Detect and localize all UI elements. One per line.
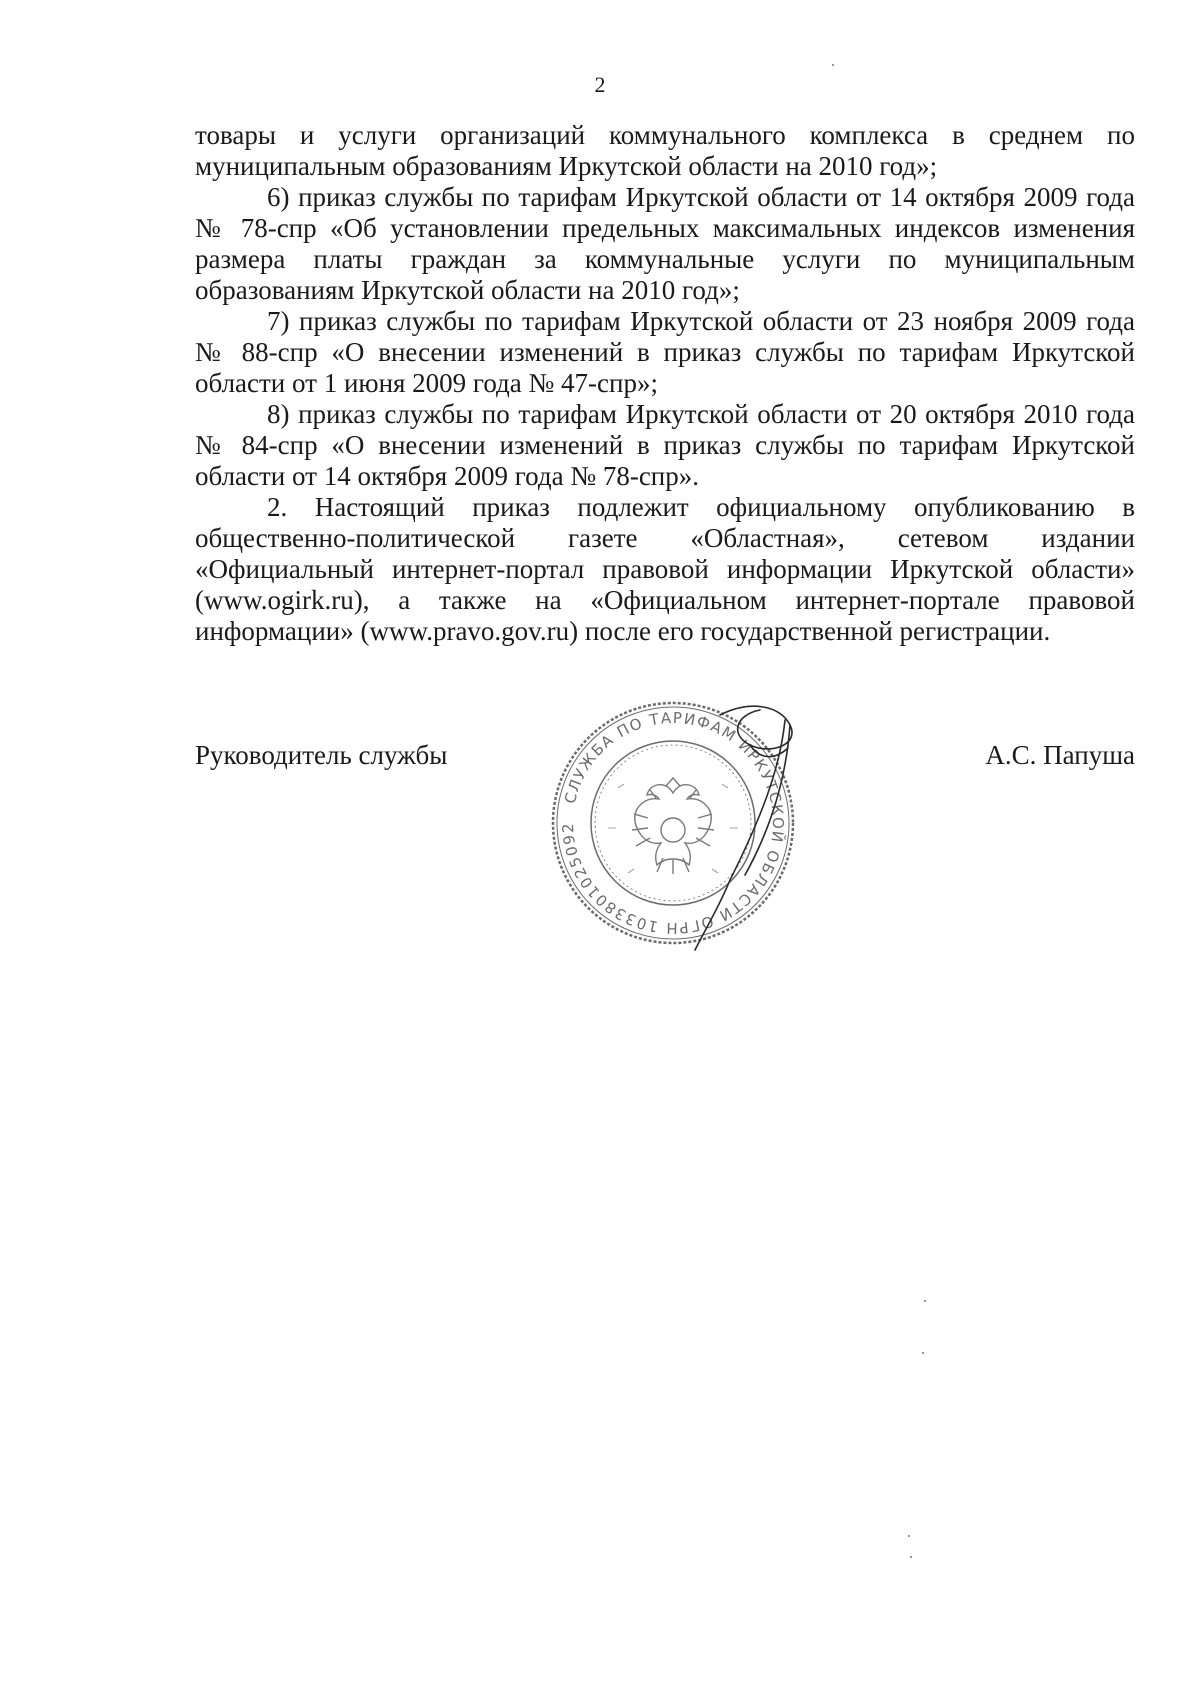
signatory-title: Руководитель службы: [195, 740, 448, 770]
scan-speck: [922, 1352, 924, 1354]
scan-speck: [910, 1556, 912, 1558]
paragraph-item-6: 6) приказ службы по тарифам Иркутской области от 14 октября 2009 года № 78-спр «Об установлении предельных максимальных индексов изменения размера платы граждан за коммунальные услуги по муниципальным образованиям Иркутской области на 2010 год»;: [195, 182, 1135, 305]
signatory-name: А.С. Папуша: [985, 740, 1135, 770]
paragraph-continuation: товары и услуги организаций коммунального комплекса в среднем по муниципальным образованиям Иркутской области на 2010 год»;: [195, 120, 1135, 181]
scan-speck: [908, 1535, 910, 1537]
paragraph-publication: 2. Настоящий приказ подлежит официальному опубликованию в общественно-политической газете «Областная», сетевом издании «Официальный интернет-портал правовой информации Иркутской области» (www.ogirk.ru), а также на «Официальном интернет-портале правовой информации» (www.pravo.gov.ru) после его государственной регистрации.: [195, 492, 1135, 646]
document-body: [195, 120, 1135, 647]
paragraph-item-8: 8) приказ службы по тарифам Иркутской области от 20 октября 2010 года № 84-спр «О внесении изменений в приказ службы по тарифам Иркутской области от 14 октября 2009 года № 78-спр».: [195, 399, 1135, 491]
seal-outer-text: СЛУЖБА ПО ТАРИФАМ ИРКУТСКОЙ ОБЛАСТИ ОГРН 1033801025092: [558, 708, 788, 938]
page-number: 2: [594, 72, 606, 97]
scan-speck: [832, 64, 834, 66]
scan-speck: [924, 1300, 926, 1302]
paragraph-item-7: 7) приказ службы по тарифам Иркутской области от 23 ноября 2009 года № 88-спр «О внесении изменений в приказ службы по тарифам Иркутской области от 1 июня 2009 года № 47-спр»;: [195, 306, 1135, 398]
handwritten-signature: [690, 700, 830, 960]
